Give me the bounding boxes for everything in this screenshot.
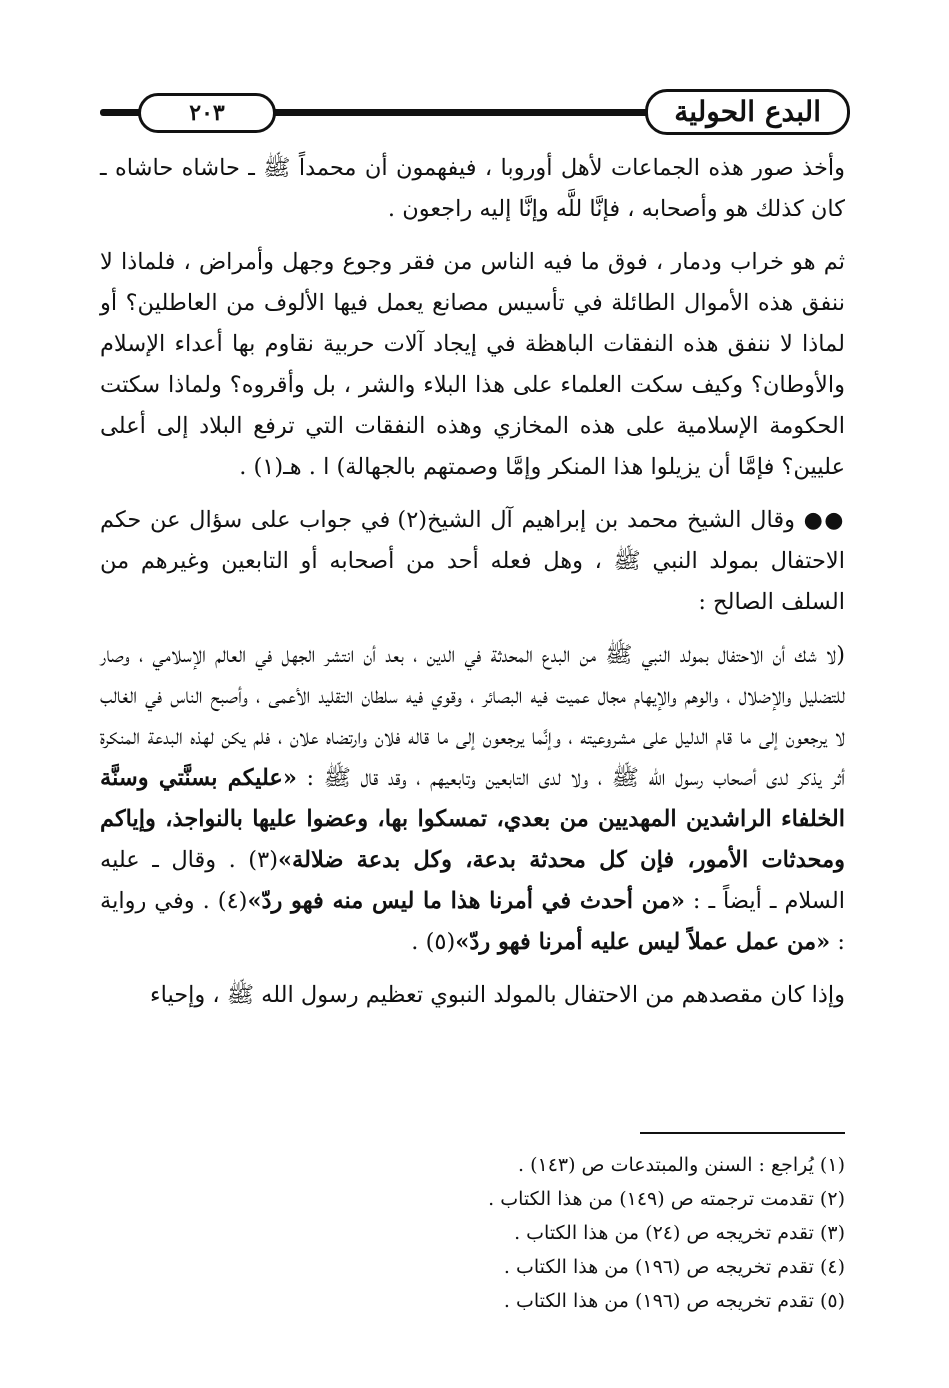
main-text xyxy=(100,148,845,1028)
footnote-3: (٣) تقدم تخريجه ص (٢٤) من هذا الكتاب . xyxy=(514,1222,845,1244)
footnotes xyxy=(100,1148,845,1318)
paragraph-3-text: وقال الشيخ محمد بن إبراهيم آل الشيخ(٢) في جواب على سؤال عن حكم الاحتفال بمولد النبي ﷺ ، وهل فعله أحد من أصحابه أو التابعين وغيرهم من السلف الصالح : xyxy=(100,507,845,615)
paragraph-4-intro: (لا شك أن الاحتفال بمولد النبي ﷺ من البدع المحدثة في الدين ، بعد أن انتشر الجهل في العالم الإسلامي ، وصار للتضليل والإضلال ، والوهم والإيهام مجال عميت فيه البصائر ، وقوي فيه سلطان التقليد الأعمى ، وأصبح الناس في الغالب لا يرجعون إلى ما قام الدليل على مشروعيته ، وإنَّما يرجعون إلى ما قاله فلان وارتضاه علان ، فلم يكن لهذه البدعة المنكرة أثر يذكر لدى أصحاب رسول الله ﷺ ، ولا لدى التابعين وتابعيهم ، وقد قال ﷺ : xyxy=(100,642,845,791)
paragraph-3 xyxy=(100,500,845,623)
paragraph-2: ثم هو خراب ودمار ، فوق ما فيه الناس من فقر وجوع وجهل وأمراض ، فلماذا لا ننفق هذه الأموال الطائلة في تأسيس مصانع يعمل فيها الألوف من العاطلين؟ أو لماذا لا ننفق هذه النفقات الباهظة في إيجاد آلات حربية نقاوم بها أعداء الإسلام والأوطان؟ وكيف سكت العلماء على هذا البلاء والشر ، بل وأقروه؟ ولماذا سكتت الحكومة الإسلامية على هذه المخازي وهذه النفقات التي ترفع البلاد إلى أعلى عليين؟ فإمَّا أن يزيلوا هذا المنكر وإمَّا وصمتهم بالجهالة) ا . هـ(١) . xyxy=(100,249,845,480)
paragraph-4-ref-3: (٣) . وقال ـ عليه السلام ـ أيضاً ـ : xyxy=(100,847,845,914)
bullet-marker: ●● xyxy=(803,508,845,533)
page-number: ٢٠٣ xyxy=(138,93,276,133)
paragraph-4-ref-5: (٥) . xyxy=(411,929,456,955)
hadith-3: «من عمل عملاً ليس عليه أمرنا فهو ردّ» xyxy=(455,929,831,955)
book-title: البدع الحولية xyxy=(645,89,850,135)
paragraph-1: وأخذ صور هذه الجماعات لأهل أوروبا ، فيفهمون أن محمداً ﷺ ـ حاشاه حاشاه ـ كان كذلك هو وأصحابه ، فإنَّا للَّه وإنَّا إليه راجعون . xyxy=(100,155,845,222)
hadith-2: «من أحدث في أمرنا هذا ما ليس منه فهو ردّ» xyxy=(247,888,685,914)
paragraph-4 xyxy=(100,635,845,963)
footnote-4: (٤) تقدم تخريجه ص (١٩٦) من هذا الكتاب . xyxy=(503,1256,845,1278)
paragraph-4-ref-4: (٤) . وفي رواية : xyxy=(100,888,845,955)
footnote-5: (٥) تقدم تخريجه ص (١٩٦) من هذا الكتاب . xyxy=(503,1290,845,1312)
page-header xyxy=(100,85,850,135)
footnote-divider xyxy=(640,1132,845,1134)
hadith-1: «عليكم بسنَّتي وسنَّة الخلفاء الراشدين المهديين من بعدي، تمسكوا بها، وعضوا عليها بالنواجذ، وإياكم ومحدثات الأمور، فإن كل محدثة بدعة، وكل بدعة ضلالة» xyxy=(100,765,845,873)
footnote-2: (٢) تقدمت ترجمته ص (١٤٩) من هذا الكتاب . xyxy=(488,1188,845,1210)
paragraph-5: وإذا كان مقصدهم من الاحتفال بالمولد النبوي تعظيم رسول الله ﷺ ، وإحياء xyxy=(150,982,845,1008)
footnote-1: (١) يُراجع : السنن والمبتدعات ص (١٤٣) . xyxy=(517,1154,845,1176)
